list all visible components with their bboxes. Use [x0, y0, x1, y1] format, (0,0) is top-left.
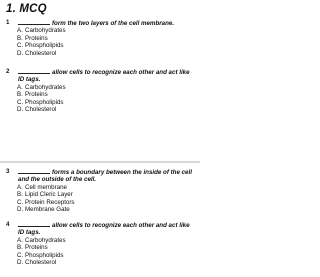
option-text: Cell membrane — [25, 183, 67, 191]
option-text: Cholesterol — [25, 259, 57, 267]
option-list — [6, 237, 196, 267]
question-number: 1 — [6, 19, 10, 26]
option-letter: C. — [17, 198, 24, 206]
option-letter: B. — [17, 191, 23, 199]
question-stem — [6, 221, 196, 237]
option-text: Lipid Cleric Layer — [25, 191, 73, 199]
option-b[interactable] — [6, 244, 196, 251]
option-letter: D. — [17, 259, 24, 267]
option-letter: B. — [17, 34, 23, 42]
page-title: 1. MCQ — [6, 3, 47, 15]
stem-line: ID tags. — [18, 229, 41, 237]
option-b[interactable] — [6, 191, 196, 198]
option-a[interactable] — [6, 27, 196, 34]
option-text: Cholesterol — [25, 106, 57, 114]
stem-line: allow cells to recognize each other and act like — [52, 69, 190, 76]
option-letter: B. — [17, 91, 23, 99]
answer-blank — [18, 168, 50, 174]
question-number: 2 — [6, 68, 10, 75]
option-a[interactable] — [6, 184, 196, 191]
option-letter: B. — [17, 244, 23, 252]
question-2 — [6, 68, 196, 113]
option-d[interactable] — [6, 259, 196, 266]
option-text: Carbohydrates — [25, 27, 66, 35]
option-letter: A. — [17, 183, 23, 191]
option-letter: A. — [17, 27, 23, 35]
answer-blank — [18, 19, 50, 25]
option-text: Membrane Gate — [25, 206, 70, 214]
option-text: Carbohydrates — [25, 83, 66, 91]
question-stem — [6, 68, 196, 84]
option-list — [6, 184, 196, 214]
option-b[interactable] — [6, 91, 196, 98]
option-a[interactable] — [6, 84, 196, 91]
option-letter: A. — [17, 83, 23, 91]
stem-line: ID tags. — [18, 76, 41, 84]
option-letter: A. — [17, 236, 23, 244]
option-d[interactable] — [6, 106, 196, 113]
option-text: Phospholipids — [25, 251, 64, 259]
stem-line: forms a boundary between the inside of the cell — [52, 169, 192, 176]
option-text: Phospholipids — [25, 42, 64, 50]
option-text: Phospholipids — [25, 98, 64, 106]
stem-line: form the two layers of the cell membrane. — [52, 20, 175, 27]
option-b[interactable] — [6, 35, 196, 42]
option-a[interactable] — [6, 237, 196, 244]
question-1 — [6, 19, 196, 57]
option-c[interactable] — [6, 252, 196, 259]
answer-blank — [18, 221, 50, 227]
option-letter: D. — [17, 206, 24, 214]
option-list — [6, 84, 196, 114]
option-text: Carbohydrates — [25, 236, 66, 244]
question-stem — [6, 19, 196, 27]
option-text: Proteins — [25, 244, 48, 252]
answer-blank — [18, 68, 50, 74]
question-3 — [6, 168, 196, 213]
option-c[interactable] — [6, 42, 196, 49]
option-letter: C. — [17, 98, 24, 106]
option-list — [6, 27, 196, 57]
option-c[interactable] — [6, 99, 196, 106]
question-4 — [6, 221, 196, 266]
question-number: 4 — [6, 221, 10, 228]
question-number: 3 — [6, 168, 10, 175]
section-divider — [0, 161, 200, 163]
option-letter: C. — [17, 42, 24, 50]
stem-line: allow cells to recognize each other and act like — [52, 222, 190, 229]
option-letter: D. — [17, 49, 24, 57]
question-stem — [6, 168, 196, 184]
option-d[interactable] — [6, 50, 196, 57]
option-letter: D. — [17, 106, 24, 114]
option-c[interactable] — [6, 199, 196, 206]
option-letter: C. — [17, 251, 24, 259]
option-text: Proteins — [25, 34, 48, 42]
option-text: Proteins — [25, 91, 48, 99]
option-d[interactable] — [6, 206, 196, 213]
option-text: Protein Receptors — [25, 198, 75, 206]
option-text: Cholesterol — [25, 49, 57, 57]
stem-line: and the outside of the cell. — [18, 176, 97, 184]
